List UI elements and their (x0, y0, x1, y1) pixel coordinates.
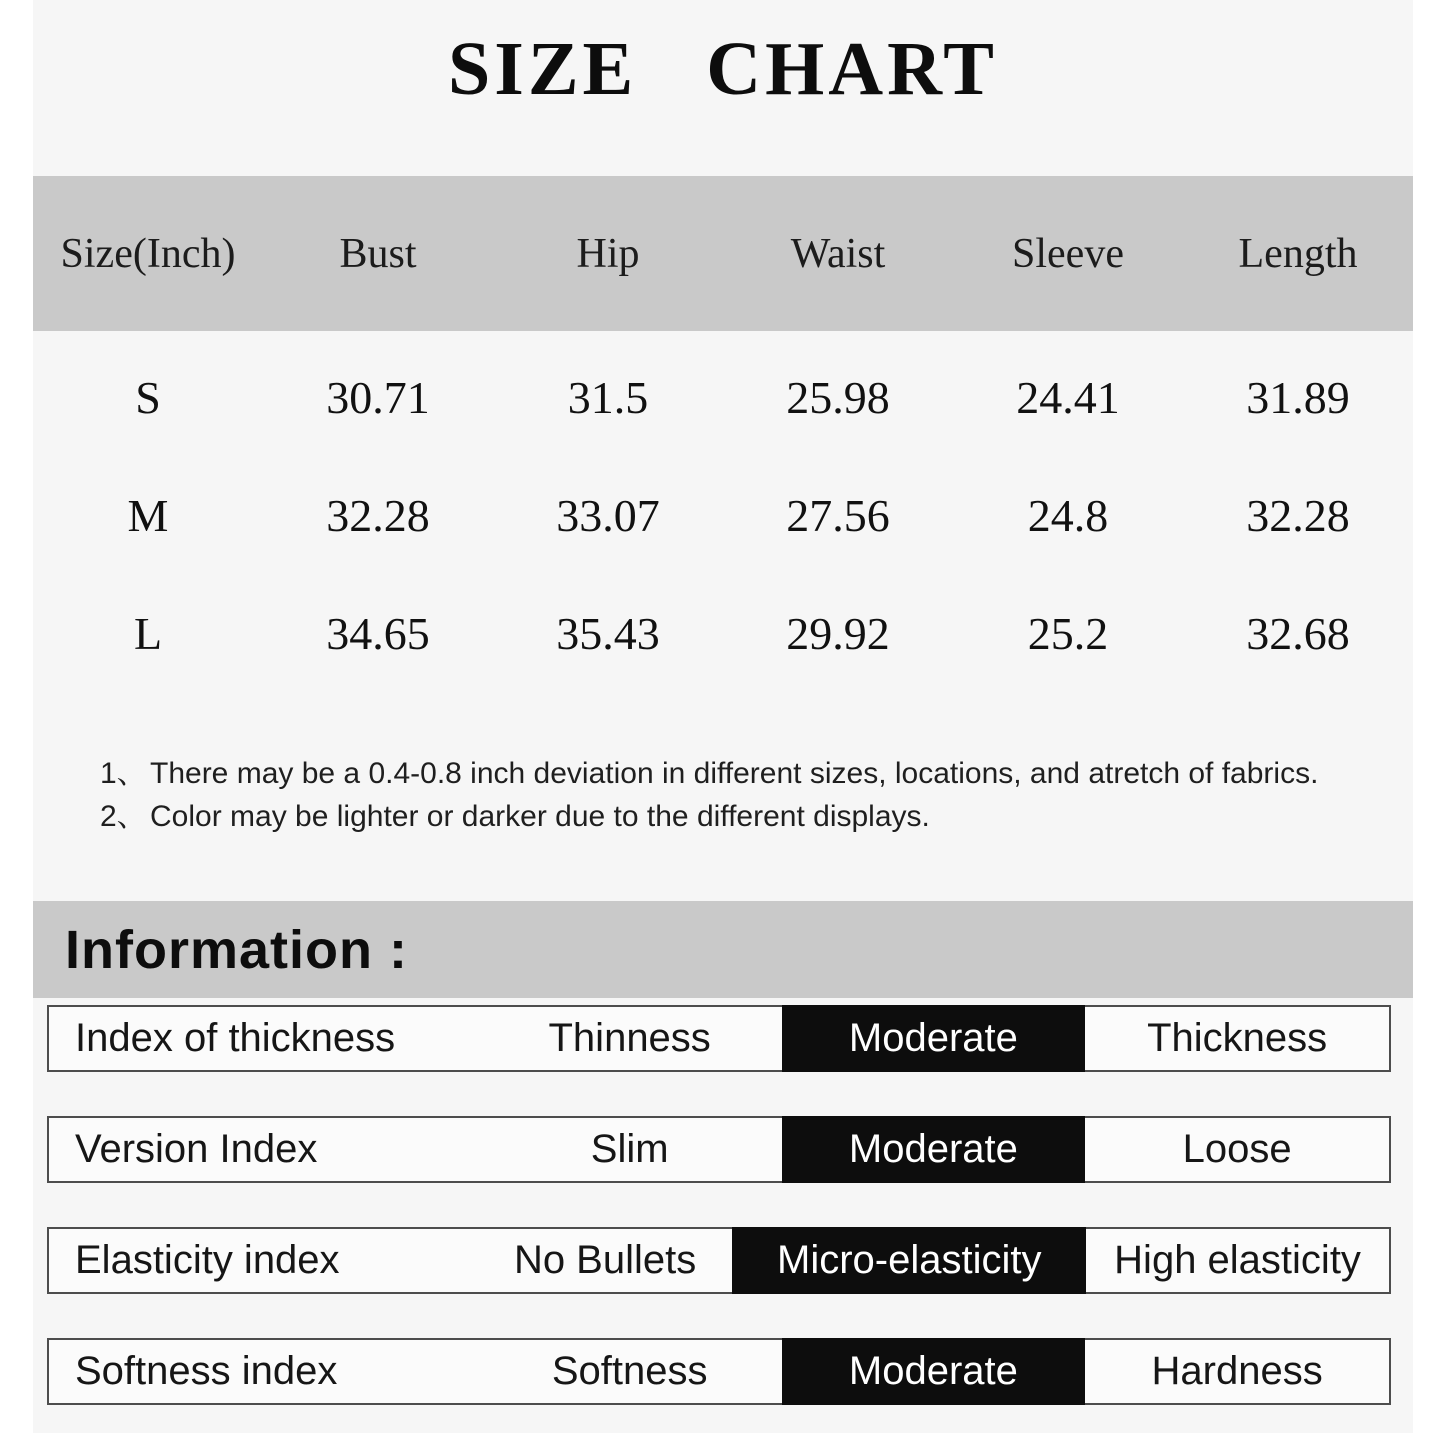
note-text: Color may be lighter or darker due to the different displays. (150, 800, 930, 833)
info-row-version (47, 1116, 1391, 1183)
size-cell: L (133, 607, 163, 659)
information-heading-band (33, 901, 1413, 998)
table-row (33, 456, 1413, 574)
page-title: SIZE CHART (447, 27, 998, 111)
waist-cell: 29.92 (786, 607, 890, 659)
info-option-active: Micro-elasticity (732, 1227, 1086, 1294)
info-option: Hardness (1151, 1349, 1323, 1393)
info-option: Thickness (1147, 1016, 1328, 1060)
info-option: No Bullets (513, 1238, 697, 1282)
size-cell: S (135, 371, 161, 423)
note-text: There may be a 0.4-0.8 inch deviation in different sizes, locations, and atretch of fabrics. (150, 757, 1319, 790)
note-line (100, 752, 1383, 795)
size-table-body (33, 338, 1413, 692)
info-option: Thinness (548, 1016, 711, 1060)
column-header-waist: Waist (790, 230, 886, 277)
table-row (33, 338, 1413, 456)
sleeve-cell: 24.41 (1016, 371, 1120, 423)
bust-cell: 30.71 (326, 371, 430, 423)
info-option: Loose (1182, 1127, 1292, 1171)
information-heading: Information : (65, 919, 408, 980)
note-line (100, 795, 1383, 838)
size-table-header (33, 176, 1413, 331)
info-row-label: Version Index (75, 1127, 318, 1171)
sleeve-cell: 24.8 (1027, 489, 1109, 541)
column-header-hip: Hip (576, 230, 640, 277)
length-cell: 32.28 (1246, 489, 1350, 541)
column-header-length: Length (1238, 230, 1358, 277)
info-row-softness (47, 1338, 1391, 1405)
info-option-active: Moderate (782, 1338, 1086, 1405)
size-cell: M (127, 489, 169, 541)
bust-cell: 32.28 (326, 489, 430, 541)
info-row-label: Elasticity index (75, 1238, 340, 1282)
info-option: Slim (590, 1127, 669, 1171)
note-number: 2、 (100, 800, 147, 833)
info-row-elasticity (47, 1227, 1391, 1294)
table-row (33, 574, 1413, 692)
column-header-bust: Bust (339, 230, 417, 277)
length-cell: 32.68 (1246, 607, 1350, 659)
sleeve-cell: 25.2 (1027, 607, 1109, 659)
hip-cell: 31.5 (567, 371, 649, 423)
info-option-active: Moderate (782, 1005, 1086, 1072)
info-option: High elasticity (1114, 1238, 1361, 1282)
length-cell: 31.89 (1246, 371, 1350, 423)
waist-cell: 27.56 (786, 489, 890, 541)
info-row-label: Softness index (75, 1349, 338, 1393)
content-panel (33, 0, 1413, 1433)
hip-cell: 35.43 (556, 607, 660, 659)
notes (100, 752, 1383, 838)
waist-cell: 25.98 (786, 371, 890, 423)
bust-cell: 34.65 (326, 607, 430, 659)
note-number: 1、 (100, 757, 147, 790)
info-option: Softness (551, 1349, 708, 1393)
info-row-thickness (47, 1005, 1391, 1072)
info-option-active: Moderate (782, 1116, 1086, 1183)
hip-cell: 33.07 (556, 489, 660, 541)
column-header-size: Size(Inch) (60, 230, 236, 277)
info-row-label: Index of thickness (75, 1016, 396, 1060)
column-header-sleeve: Sleeve (1012, 230, 1124, 277)
